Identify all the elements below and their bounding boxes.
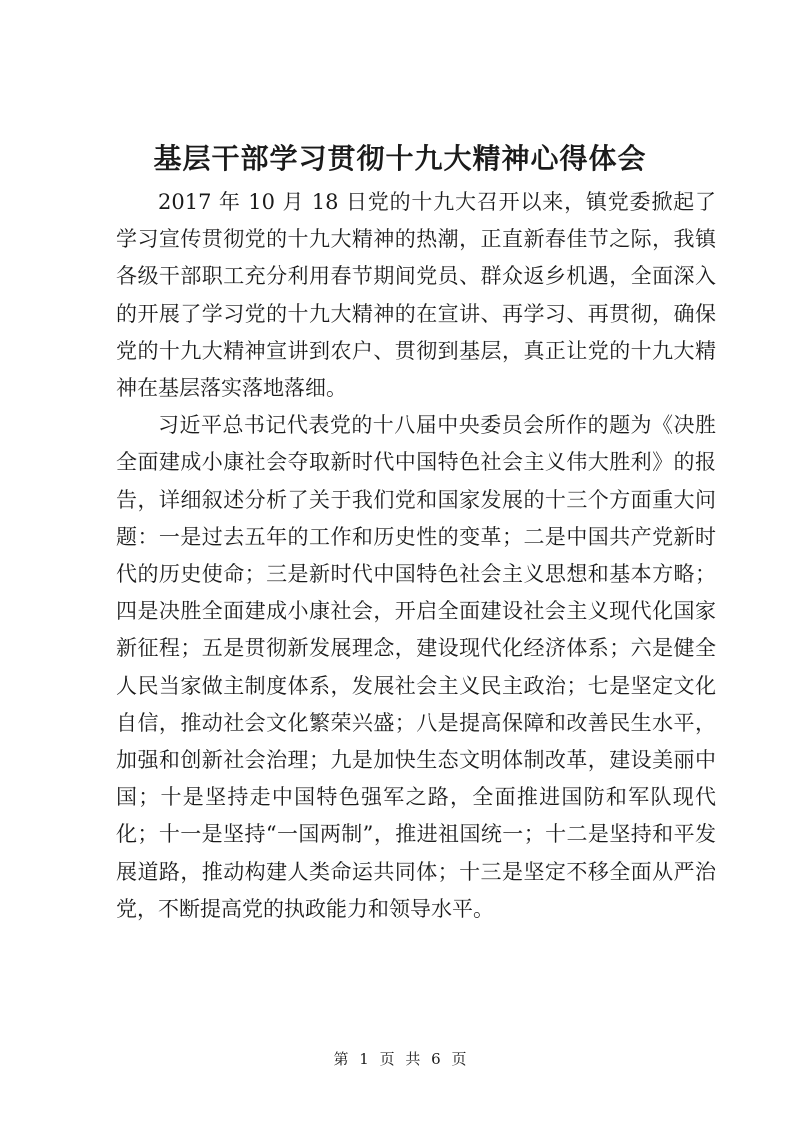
document-body xyxy=(116,184,716,928)
page-number-footer: 第 1 页 共 6 页 xyxy=(333,1050,467,1068)
page-title: 基层干部学习贯彻十九大精神心得体会 xyxy=(153,142,647,175)
paragraph-1: 2017 年 10 月 18 日党的十九大召开以来，镇党委掀起了学习宣传贯彻党的十九大精神的热潮，正直新春佳节之际，我镇各级干部职工充分利用春节期间党员、群众返乡机遇，全面深入的开展了学习党的十九大精神的在宣讲、再学习、再贯彻，确保党的十九大精神宣讲到农户、贯彻到基层，真正让党的十九大精神在基层落实落地落细。 xyxy=(116,190,716,401)
paragraph-2: 习近平总书记代表党的十八届中央委员会所作的题为《决胜全面建成小康社会夺取新时代中国特色社会主义伟大胜利》的报告，详细叙述分析了关于我们党和国家发展的十三个方面重大问题：一是过去五年的工作和历史性的变革；二是中国共产党新时代的历史使命；三是新时代中国特色社会主义思想和基本方略；四是决胜全面建成小康社会，开启全面建设社会主义现代化国家新征程；五是贯彻新发展理念，建设现代化经济体系；六是健全人民当家做主制度体系，发展社会主义民主政治；七是坚定文化自信，推动社会文化繁荣兴盛；八是提高保障和改善民生水平，加强和创新社会治理；九是加快生态文明体制改革，建设美丽中国；十是坚持走中国特色强军之路，全面推进国防和军队现代化；十一是坚持“一国两制”，推进祖国统一；十二是坚持和平发展道路，推动构建人类命运共同体；十三是坚定不移全面从严治党，不断提高党的执政能力和领导水平。 xyxy=(116,413,716,921)
